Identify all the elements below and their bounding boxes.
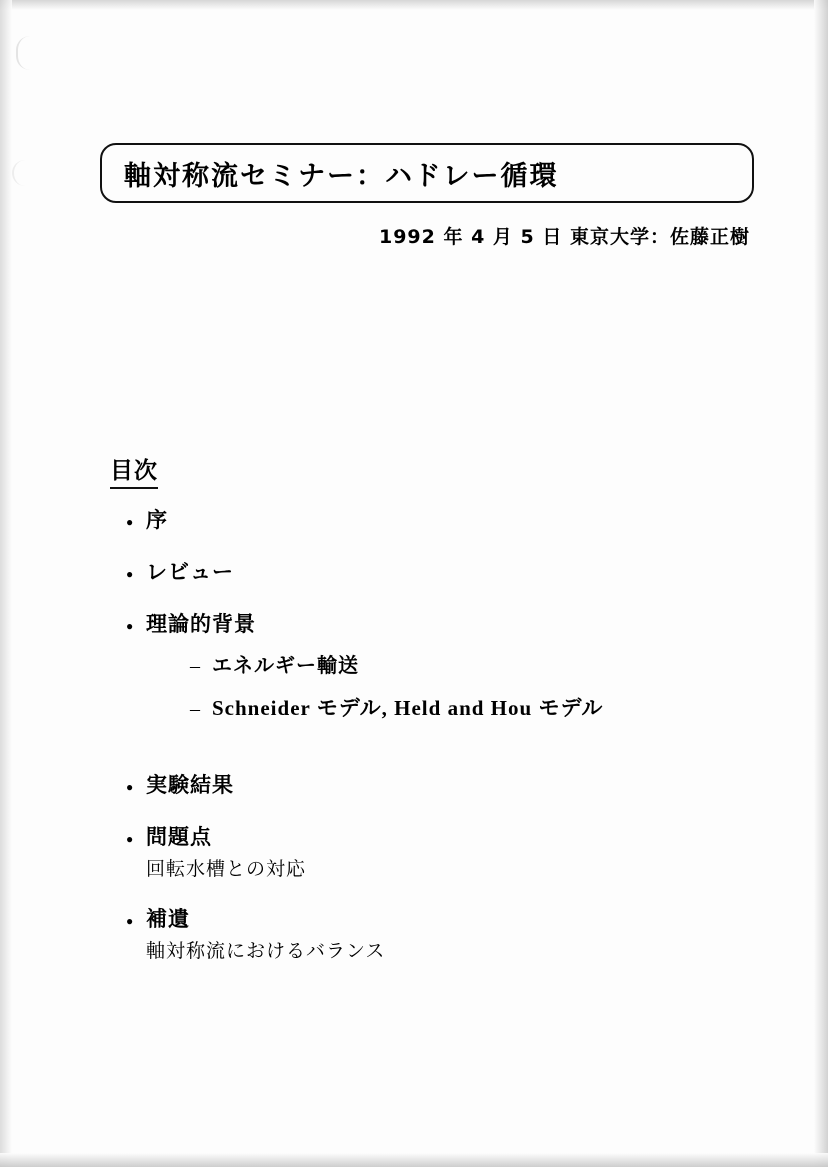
list-item: [126, 770, 746, 802]
scan-edge-top: [0, 0, 828, 10]
punch-hole-mark: [12, 160, 40, 186]
sub-item-label: エネルギー輸送: [212, 653, 359, 677]
page-title: 軸対称流セミナー：ハドレー循環: [124, 160, 559, 192]
sub-item-label: Schneider モデル, Held and Hou モデル: [212, 696, 604, 720]
toc-item-label: レビュー: [146, 560, 234, 584]
toc-item-group: [146, 609, 603, 750]
toc-item-label: 理論的背景: [146, 612, 256, 636]
table-of-contents: [126, 505, 746, 986]
toc-item-label: 実験結果: [146, 773, 234, 797]
title-box: [100, 143, 754, 203]
toc-item-label: 問題点: [146, 825, 212, 849]
sub-list-item: [190, 649, 603, 678]
toc-item-label: 序: [146, 508, 168, 532]
toc-heading: 目次: [110, 452, 158, 489]
sub-list-item: [190, 692, 603, 722]
list-item: [126, 609, 746, 750]
list-item: [126, 557, 746, 589]
toc-item-group: [146, 822, 306, 884]
list-item: [126, 505, 746, 537]
scan-edge-right: [814, 0, 828, 1167]
list-item: [126, 822, 746, 884]
bullet-icon: [126, 505, 146, 537]
bullet-icon: [126, 557, 146, 589]
bullet-icon: [126, 770, 146, 802]
dash-icon: –: [190, 655, 200, 677]
toc-sublist: [190, 649, 603, 736]
bullet-icon: [126, 609, 146, 641]
toc-item-group: [146, 904, 385, 966]
toc-item-subtitle: 回転水槽との対応: [146, 858, 307, 880]
byline: 1992 年 4 月 5 日 東京大学：佐藤正樹: [378, 226, 750, 248]
punch-hole-mark: [16, 36, 44, 70]
bullet-icon: [126, 904, 146, 936]
dash-icon: –: [190, 698, 200, 720]
scan-edge-left: [0, 0, 12, 1167]
toc-item-label: 補遺: [146, 907, 190, 931]
bullet-icon: [126, 822, 146, 854]
toc-item-subtitle: 軸対称流におけるバランス: [146, 940, 386, 962]
scan-edge-bottom: [0, 1153, 828, 1167]
list-item: [126, 904, 746, 966]
